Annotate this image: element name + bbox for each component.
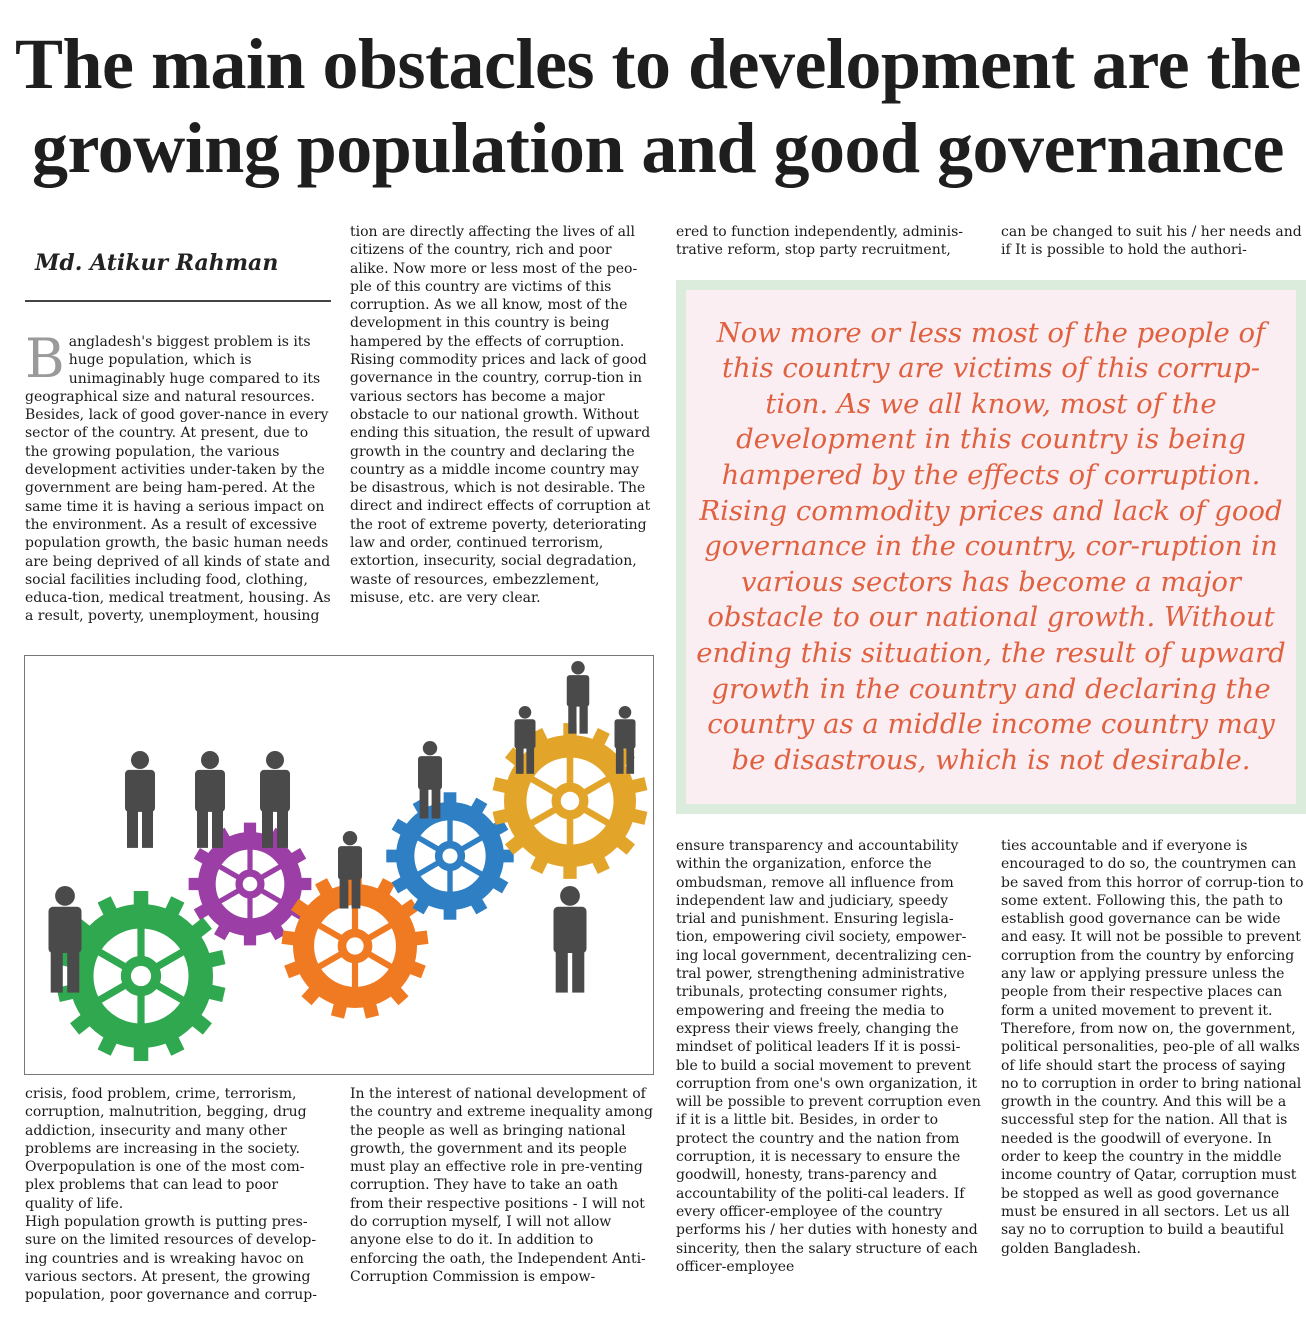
- column-1-bottom: crisis, food problem, crime, terrorism, corruption, malnutrition, begging, drug addiction, insecurity and many other problems are increasing in the society. Overpopulation is one of the most com-plex problems that can lead to poor quality of life. High population growth is putting pres-sure on the limited resources of develop-ing countries and is wreaking havoc on various sectors. At present, the growing population, poor governance and corrup-: [25, 1086, 317, 1304]
- person-briefcase: [125, 751, 155, 848]
- column-3-bottom: ensure transparency and accountability within the organization, enforce the ombudsman, remove all influence from independent law and judiciary, speedy trial and punishment. Ensuring legisla-tion, empowering civil society, empower-ing local government, decentralizing cen-tral power, strengthening administrative tribunals, protecting consumer rights, empowering and freeing the media to express their views freely, changing the mindset of political leaders If it is possi-ble to build a social movement to prevent corruption from one's own organization, it will be possible to prevent corruption even if it is a little bit. Besides, in order to protect the country and the nation from corruption, it is necessary to ensure the goodwill, honesty, trans-parency and accountability of the politi-cal leaders. If every officer-employee of the country performs his / her duties with honesty and sincerity, then the salary structure of each officer-employee: [676, 838, 981, 1275]
- person-handshake-left: [195, 751, 225, 848]
- person-left: [49, 886, 82, 993]
- column-2-bottom: In the interest of national development of the country and extreme inequality among the people as well as bringing national growth, the government and its people must play an effective role in pre-venting corruption. They have to take an oath from their respective positions - I will not do corruption myself, I will not allow anyone else to do it. In addition to enforcing the oath, the Independent Anti-Corruption Commission is empow-: [350, 1086, 654, 1285]
- byline-rule: [25, 300, 331, 302]
- person-top-center: [567, 661, 590, 734]
- gears-illustration-svg: [25, 656, 653, 1074]
- column-4-top: can be changed to suit his / her needs and if It is possible to hold the authori-: [1001, 224, 1302, 259]
- person-lifting: [554, 886, 587, 993]
- column-4-bottom: ties accountable and if everyone is encouraged to do so, the countrymen can be saved from this horror of corrup-tion to some extent. Following this, the path to establish good governance can be wide and easy. It will not be possible to prevent corruption from the country by enforcing any law or applying pressure unless the people from their respective places can form a united movement to prevent it. Therefore, from now on, the government, political personalities, peo-ple of all walks of life should start the process of saying no to corruption in order to bring national growth in the country. And this will be a successful step for the nation. All that is needed is the goodwill of everyone. In order to keep the country in the middle income country of Qatar, corruption must be stopped as well as good governance must be ensured in all sectors. Let us all say no to corruption to build a beautiful golden Bangladesh.: [1001, 838, 1304, 1257]
- headline: The main obstacles to development are the growing population and good governance: [14, 24, 1302, 188]
- column-1-top-text: angladesh's biggest problem is its huge population, which is unimaginably huge compared to its geographical size and natural resources. Besides, lack of good gover-nance in every sector of the country. At present, due to the growing population, the various development activities under-taken by the government are being ham-pered. At the same time it is having a serious impact on the environment. As a result of excessive population growth, the basic human needs are being deprived of all kinds of state and social facilities including food, clothing, educa-tion, medical treatment, housing. As a result, poverty, unemployment, housing: [25, 334, 331, 625]
- pull-quote-panel: [686, 290, 1296, 804]
- drop-cap: B: [25, 327, 65, 390]
- column-3-top: ered to function independently, adminis-trative reform, stop party recruitment,: [676, 224, 964, 259]
- byline: Md. Atikur Rahman: [35, 250, 279, 276]
- pull-quote-frame: [676, 280, 1306, 814]
- gears-illustration: [24, 655, 654, 1075]
- column-2-top: tion are directly affecting the lives of all citizens of the country, rich and poor alike. Now more or less most of the peo-ple of this country are victims of this corruption. As we all know, most of the development in this country is being hampered by the effects of corruption. Rising commodity prices and lack of good governance in the country, corrup-tion in various sectors has become a major obstacle to our national growth. Without ending this situation, the result of upward growth in the country and declaring the country as a middle income country may be disastrous, which is not desirable. The direct and indirect effects of corruption at the root of extreme poverty, deteriorating law and order, continued terrorism, extortion, insecurity, social degradation, waste of resources, embezzlement, misuse, etc. are very clear.: [350, 224, 651, 606]
- column-1-top: [25, 327, 331, 651]
- pull-quote: Now more or less most of the people of this country are victims of this corrup-tion. As we all know, most of the development in this country is being hampered by the effects of corruption. Rising commodity prices and lack of good governance in the country, cor-ruption in various sectors has become a major obstacle to our national growth. Without ending this situation, the result of upward growth in the country and declaring the country as a middle income country may be disastrous, which is not desirable.: [696, 316, 1286, 776]
